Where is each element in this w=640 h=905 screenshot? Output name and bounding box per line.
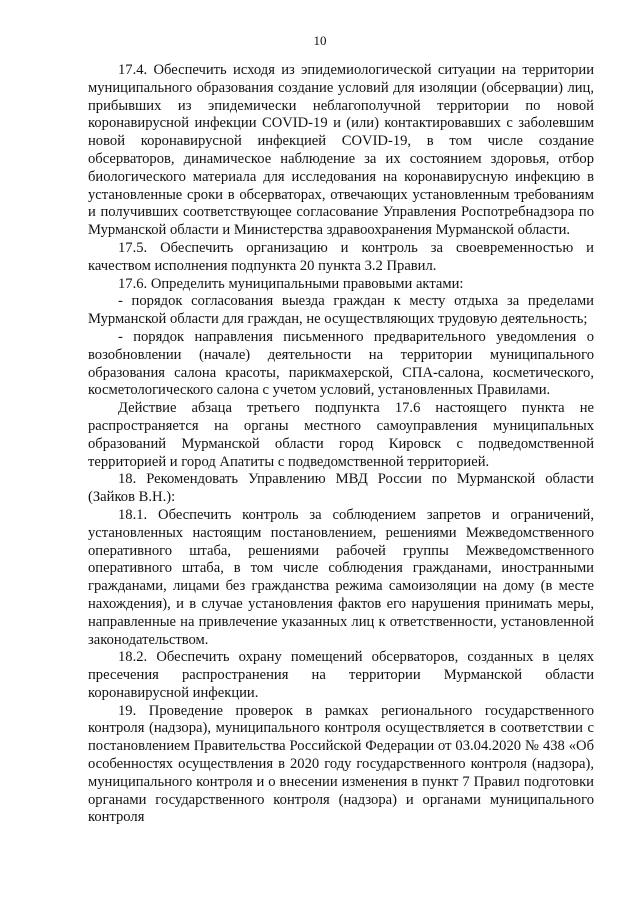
list-item-travel-approval: - порядок согласования выезда граждан к месту отдыха за пределами Мурманской области для граждан, не осуществляющих трудовую деятельность; xyxy=(88,293,594,328)
paragraph-17-5: 17.5. Обеспечить организацию и контроль за своевременностью и качеством исполнения подпункта 20 пункта 3.2 Правил. xyxy=(88,239,594,274)
paragraph-18-1: 18.1. Обеспечить контроль за соблюдением запретов и ограничений, установленных настоящим постановлением, решениями Межведомственного оперативного штаба, решениями рабочей группы Межведомственного оперативного штаба, в том числе соблюдения гражданами, иностранными гражданами, лицами без гражданства режима самоизоляции на дому (в месте нахождения), и в случае установления фактов его нарушения принимать меры, направленные на привлечение указанных лиц к ответственности, установленной законодательством. xyxy=(88,506,594,648)
paragraph-18-2: 18.2. Обеспечить охрану помещений обсерваторов, созданных в целях пресечения распространения на территории Мурманской области коронавирусной инфекции. xyxy=(88,649,594,701)
list-item-salon-notification: - порядок направления письменного предварительного уведомления о возобновлении (начале) деятельности на территории муниципального образования салона красоты, парикмахерской, СПА-салона, косметического, косметологического салона с учетом условий, установленных Правилами. xyxy=(88,328,594,399)
paragraph-17-6-exception: Действие абзаца третьего подпункта 17.6 настоящего пункта не распространяется на органы местного самоуправления муниципальных образований Мурманской области город Кировск с подведомственной территорией и город Апатиты с подведомственной территорией. xyxy=(88,400,594,470)
paragraph-18: 18. Рекомендовать Управлению МВД России по Мурманской области (Зайков В.Н.): xyxy=(88,471,594,506)
paragraph-17-6: 17.6. Определить муниципальными правовыми актами: xyxy=(118,275,464,292)
document-body xyxy=(88,62,594,827)
paragraph-19: 19. Проведение проверок в рамках регионального государственного контроля (надзора), муниципального контроля осуществляется в соответствии с постановлением Правительства Российской Федерации от 03.04.2020 № 438 «Об особенностях осуществления в 2020 году государственного контроля (надзора), муниципального контроля и о внесении изменения в пункт 7 Правил подготовки органами государственного контроля (надзора) и органами муниципального контроля xyxy=(88,702,594,826)
paragraph-17-4: 17.4. Обеспечить исходя из эпидемиологической ситуации на территории муниципального образования создание условий для изоляции (обсервации) лиц, прибывших из эпидемически неблагополучной территории по новой коронавирусной инфекции COVID-19 и (или) контактировавших с заболевшим новой коронавирусной инфекцией COVID-19, в том числе создание обсерваторов, динамическое наблюдение за их состоянием здоровья, отбор биологического материала для исследования на коронавирусную инфекцию в установленные сроки в обсерваторах, отвечающих установленным требованиям и получивших соответствующее согласование Управления Роспотребнадзора по Мурманской области и Министерства здравоохранения Мурманской области. xyxy=(88,62,594,239)
page-number: 10 xyxy=(313,33,327,48)
